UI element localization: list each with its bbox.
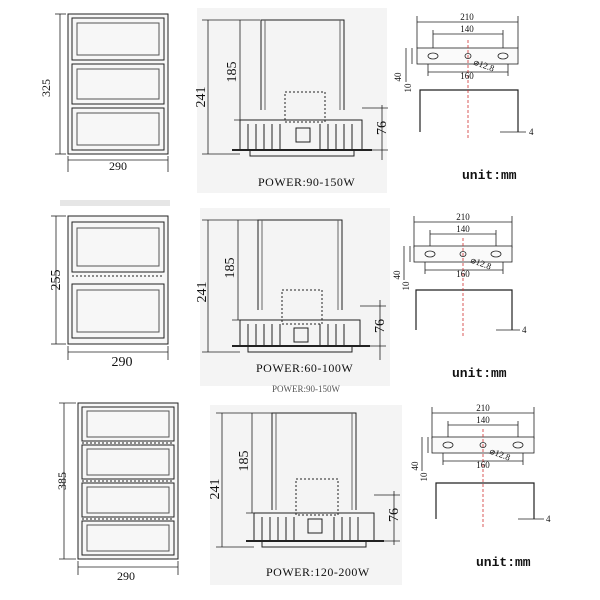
bracket-inner-label: 160 bbox=[460, 71, 474, 81]
overall-height-label: 241 bbox=[208, 478, 223, 500]
overall-height-label: 241 bbox=[194, 86, 209, 108]
bracket-mid-label: 140 bbox=[476, 415, 490, 425]
front-height-dimension bbox=[55, 14, 66, 154]
bracket-h1-label: 40 bbox=[410, 461, 420, 471]
bracket-h1-label: 40 bbox=[393, 72, 403, 82]
front-width-label: 290 bbox=[109, 159, 127, 173]
bracket-hole-label: ⌀12.8 bbox=[488, 445, 512, 463]
front-height-label: 325 bbox=[39, 79, 53, 97]
front-view bbox=[78, 403, 178, 559]
front-width-label: 290 bbox=[111, 355, 133, 370]
base-height-label: 76 bbox=[387, 508, 402, 522]
power-label: POWER:120-200W bbox=[266, 565, 370, 579]
power-label: POWER:90-150W bbox=[258, 175, 356, 189]
bracket-thick-label: 4 bbox=[546, 514, 551, 524]
bracket-thick-label: 4 bbox=[529, 127, 534, 137]
bracket-height-label: 185 bbox=[223, 257, 238, 279]
unit-label: unit:mm bbox=[476, 555, 531, 570]
bracket-h2-label: 10 bbox=[403, 83, 413, 93]
front-height-label: 385 bbox=[55, 472, 69, 490]
bracket-h2-label: 10 bbox=[401, 281, 411, 291]
bracket-hole-label: ⌀12.8 bbox=[469, 254, 493, 272]
bracket-h2-label: 10 bbox=[419, 472, 429, 482]
bracket-inner-label: 160 bbox=[456, 269, 470, 279]
bracket-outer-label: 210 bbox=[456, 212, 470, 222]
bracket-hole-label: ⌀12.8 bbox=[472, 56, 496, 74]
panel-60-100w bbox=[0, 200, 600, 400]
bracket-mid-label: 140 bbox=[456, 224, 470, 234]
bracket-outer-label: 210 bbox=[460, 12, 474, 22]
bracket-outer-label: 210 bbox=[476, 403, 490, 413]
panel-90-150w bbox=[0, 0, 600, 200]
front-view bbox=[68, 216, 168, 344]
front-width-label: 290 bbox=[117, 569, 135, 583]
power-label: POWER:60-100W bbox=[256, 361, 354, 375]
bracket-mid-label: 140 bbox=[460, 24, 474, 34]
front-view bbox=[68, 14, 168, 154]
bracket-height-label: 185 bbox=[225, 61, 240, 83]
unit-label: unit:mm bbox=[462, 168, 517, 183]
panel-120-200w bbox=[0, 395, 600, 600]
base-height-label: 76 bbox=[373, 319, 388, 333]
bracket-thick-label: 4 bbox=[522, 325, 527, 335]
bracket-height-label: 185 bbox=[237, 450, 252, 472]
front-height-label: 255 bbox=[49, 269, 64, 291]
stray-power-label: POWER:90-150W bbox=[272, 384, 340, 394]
bracket-h1-label: 40 bbox=[392, 270, 402, 280]
unit-label: unit:mm bbox=[452, 366, 507, 381]
bracket-inner-label: 160 bbox=[476, 460, 490, 470]
base-height-label: 76 bbox=[375, 121, 390, 135]
overall-height-label: 241 bbox=[195, 281, 210, 303]
